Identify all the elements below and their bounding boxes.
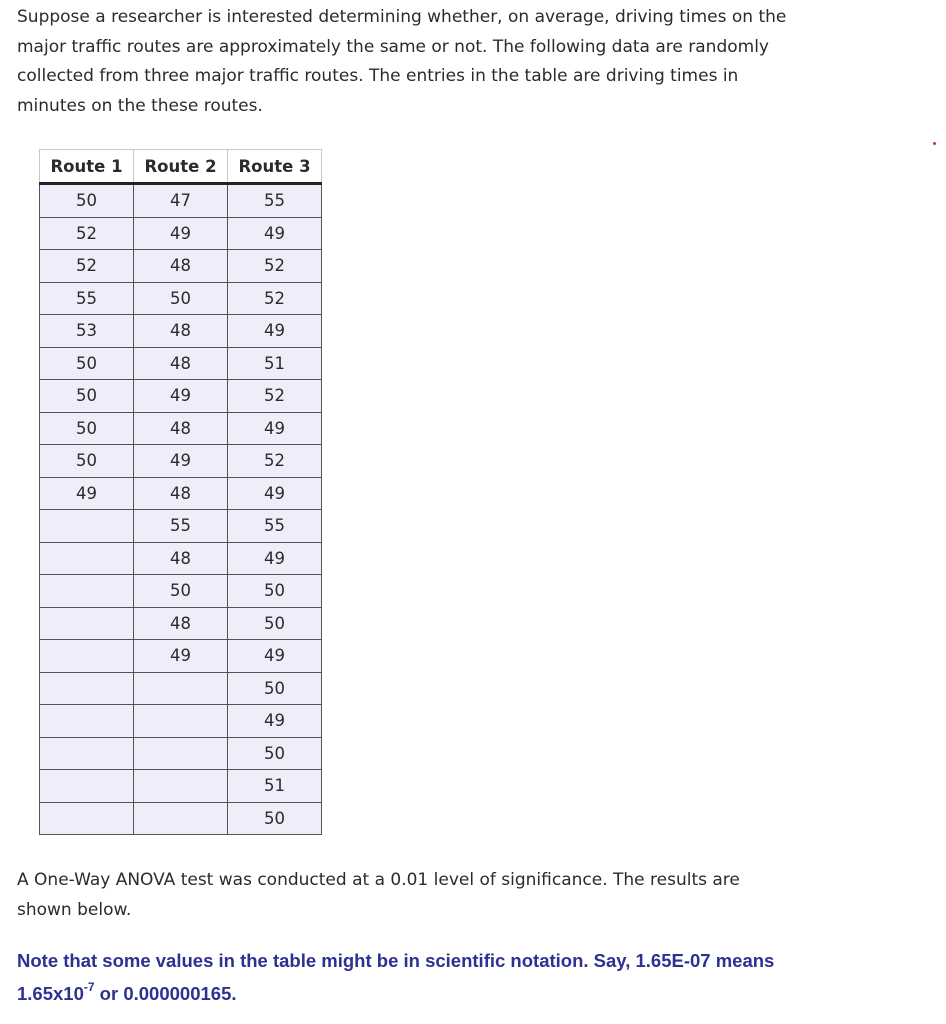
- table-cell-route-1: 50: [40, 184, 134, 218]
- table-cell-route-3: 49: [228, 412, 322, 445]
- table-row: [40, 607, 322, 640]
- table-cell-route-2: 49: [134, 217, 228, 250]
- table-row: [40, 477, 322, 510]
- table-cell-route-1: 53: [40, 315, 134, 348]
- table-row: [40, 802, 322, 835]
- table-cell-route-1: 55: [40, 282, 134, 315]
- table-cell-route-1: 50: [40, 380, 134, 413]
- column-header-route-2: Route 2: [134, 150, 228, 184]
- table-cell-route-2: 49: [134, 445, 228, 478]
- note-exponent: -7: [83, 979, 95, 994]
- table-row: [40, 250, 322, 283]
- table-row: [40, 412, 322, 445]
- table-cell-route-3: 49: [228, 315, 322, 348]
- table-cell-route-3: 50: [228, 737, 322, 770]
- column-header-route-1: Route 1: [40, 150, 134, 184]
- table-cell-route-3: 52: [228, 282, 322, 315]
- table-cell-route-2: 48: [134, 347, 228, 380]
- table-cell-route-2: 50: [134, 282, 228, 315]
- table-row: [40, 184, 322, 218]
- table-row: [40, 542, 322, 575]
- column-header-route-3: Route 3: [228, 150, 322, 184]
- table-cell-route-3: 55: [228, 510, 322, 543]
- table-row: [40, 445, 322, 478]
- table-cell-route-2: 50: [134, 575, 228, 608]
- table-row: [40, 380, 322, 413]
- table-row: [40, 705, 322, 738]
- table-row: [40, 672, 322, 705]
- table-cell-route-2: 48: [134, 412, 228, 445]
- red-dot-marker: [933, 142, 936, 145]
- table-cell-route-1: 50: [40, 347, 134, 380]
- table-cell-route-2: [134, 705, 228, 738]
- table-cell-route-3: 49: [228, 542, 322, 575]
- table-cell-route-2: 49: [134, 640, 228, 673]
- table-cell-route-1: [40, 802, 134, 835]
- table-cell-route-3: 50: [228, 607, 322, 640]
- table-row: [40, 217, 322, 250]
- table-cell-route-3: 49: [228, 640, 322, 673]
- table-row: [40, 770, 322, 803]
- driving-times-table: [39, 149, 322, 835]
- table-cell-route-1: 50: [40, 412, 134, 445]
- table-cell-route-3: 50: [228, 575, 322, 608]
- anova-description-text: A One-Way ANOVA test was conducted at a 0.01 level of significance. The results are shown below.: [17, 870, 740, 920]
- table-cell-route-2: 49: [134, 380, 228, 413]
- table-cell-route-1: 52: [40, 250, 134, 283]
- table-row: [40, 640, 322, 673]
- table-cell-route-3: 49: [228, 217, 322, 250]
- table-cell-route-2: [134, 737, 228, 770]
- table-cell-route-2: [134, 770, 228, 803]
- table-row: [40, 315, 322, 348]
- table-cell-route-3: 52: [228, 250, 322, 283]
- table-cell-route-2: [134, 802, 228, 835]
- table-cell-route-1: [40, 575, 134, 608]
- table-cell-route-3: 50: [228, 802, 322, 835]
- table-cell-route-2: 47: [134, 184, 228, 218]
- table-cell-route-3: 51: [228, 770, 322, 803]
- table-cell-route-2: 48: [134, 315, 228, 348]
- table-cell-route-1: [40, 672, 134, 705]
- table-cell-route-3: 52: [228, 445, 322, 478]
- table-row: [40, 347, 322, 380]
- table-row: [40, 575, 322, 608]
- table-cell-route-1: [40, 770, 134, 803]
- table-cell-route-3: 55: [228, 184, 322, 218]
- note-text-part-1: Note that some values in the table might be in scientific notation. Say, 1.65E-07 means 1.65x10: [17, 950, 775, 1004]
- table-cell-route-3: 51: [228, 347, 322, 380]
- table-cell-route-2: 48: [134, 607, 228, 640]
- table-body: [40, 184, 322, 835]
- table-cell-route-3: 52: [228, 380, 322, 413]
- table-cell-route-3: 49: [228, 477, 322, 510]
- table-row: [40, 737, 322, 770]
- table-cell-route-1: [40, 607, 134, 640]
- table-cell-route-1: 52: [40, 217, 134, 250]
- table-cell-route-2: 48: [134, 477, 228, 510]
- table-header-row: [40, 150, 322, 184]
- table-row: [40, 510, 322, 543]
- table-cell-route-1: [40, 640, 134, 673]
- table-cell-route-2: [134, 672, 228, 705]
- table-cell-route-1: [40, 542, 134, 575]
- note-text-part-2: or 0.000000165.: [94, 983, 237, 1004]
- table-cell-route-1: [40, 510, 134, 543]
- table-cell-route-2: 48: [134, 542, 228, 575]
- table-cell-route-3: 49: [228, 705, 322, 738]
- table-row: [40, 282, 322, 315]
- table-cell-route-2: 55: [134, 510, 228, 543]
- table-cell-route-1: [40, 737, 134, 770]
- scientific-notation-note: [17, 944, 797, 1010]
- table-cell-route-2: 48: [134, 250, 228, 283]
- table-cell-route-1: 49: [40, 477, 134, 510]
- problem-intro-text: Suppose a researcher is interested determining whether, on average, driving times on the major traffic routes are approximately the same or not. The following data are randomly collected from three major traffic routes. The entries in the table are driving times in minutes on the these routes.: [17, 7, 787, 116]
- table-cell-route-1: 50: [40, 445, 134, 478]
- table-cell-route-1: [40, 705, 134, 738]
- table-cell-route-3: 50: [228, 672, 322, 705]
